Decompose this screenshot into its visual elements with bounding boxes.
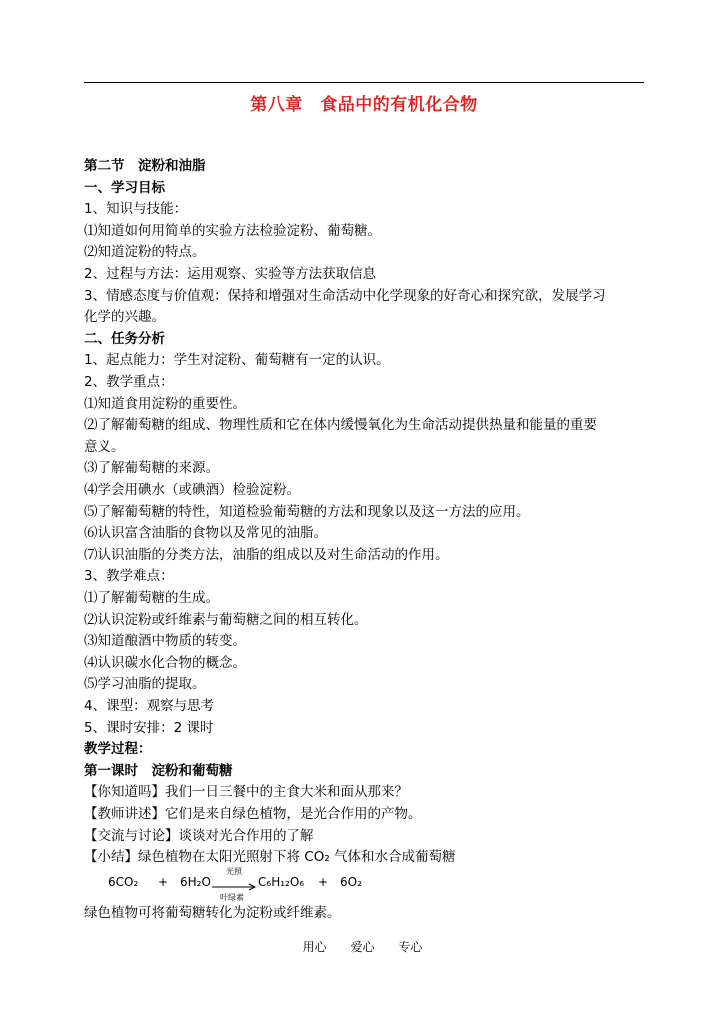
paragraph-line: 【教师讲述】它们是来自绿色植物，是光合作用的产物。 <box>84 806 422 822</box>
plus-sign: + <box>318 875 329 889</box>
section-heading: 第一课时 淀粉和葡萄糖 <box>84 762 233 779</box>
paragraph-line: ⑵了解葡萄糖的组成、物理性质和它在体内缓慢氧化为生命活动提供热量和能量的重要 <box>84 417 597 434</box>
condition-chlorophyll: 叶绿素 <box>220 893 244 902</box>
reaction-arrow-icon <box>212 883 256 891</box>
paragraph-line: 化学的兴趣。 <box>84 309 165 326</box>
footer-item: 爱心 <box>350 940 375 954</box>
paragraph-line: 2、过程与方法：运用观察、实验等方法获取信息 <box>84 266 377 282</box>
plus-sign: + <box>158 875 169 889</box>
paragraph-line: 3、情感态度与价值观：保持和增强对生命活动中化学现象的好奇心和探究欲，发展学习 <box>84 287 606 304</box>
paragraph-line: ⑵知道淀粉的特点。 <box>84 244 206 261</box>
section-heading: 二、任务分析 <box>84 330 165 347</box>
product-o2: 6O₂ <box>340 875 362 889</box>
paragraph-line: ⑵认识淀粉或纤维素与葡萄糖之间的相互转化。 <box>84 611 368 628</box>
paragraph-line: 1、知识与技能： <box>84 201 188 218</box>
paragraph-line: 3、教学难点： <box>84 568 174 585</box>
paragraph-line: ⑸学习油脂的提取。 <box>84 676 206 693</box>
paragraph-line: ⑶了解葡萄糖的来源。 <box>84 460 219 477</box>
section-heading: 教学过程： <box>84 741 152 758</box>
paragraph-line: ⑷认识碳水化合物的概念。 <box>84 654 246 671</box>
product-glucose: C₆H₁₂O₆ <box>258 875 305 889</box>
footer-item: 专心 <box>398 940 423 954</box>
paragraph-line: ⑹认识富含油脂的食物以及常见的油脂。 <box>84 525 327 542</box>
paragraph-line: 【交流与讨论】谈谈对光合作用的了解 <box>84 827 314 844</box>
paragraph-line: ⑺认识油脂的分类方法，油脂的组成以及对生命活动的作用。 <box>84 546 449 563</box>
paragraph-line: 【你知道吗】我们一日三餐中的主食大米和面从那来？ <box>84 784 408 801</box>
paragraph-line: 5、课时安排：2 课时 <box>84 719 214 736</box>
footer <box>0 938 725 955</box>
chapter-title: 第八章 食品中的有机化合物 <box>250 95 478 115</box>
paragraph-line: 意义。 <box>84 438 125 455</box>
paragraph-line: 1、起点能力：学生对淀粉、葡萄糖有一定的认识。 <box>84 352 390 369</box>
paragraph-line: ⑷学会用碘水（或碘酒）检验淀粉。 <box>84 482 300 498</box>
paragraph-line: 4、课型：观察与思考 <box>84 698 215 714</box>
paragraph-line: 【小结】绿色植物在太阳光照射下将 CO₂ 气体和水合成葡萄糖 <box>84 849 456 866</box>
reactant-co2: 6CO₂ <box>108 875 139 889</box>
paragraph-line: ⑶知道酿酒中物质的转变。 <box>84 633 246 650</box>
section-heading: 第二节 淀粉和油脂 <box>84 158 206 174</box>
photosynthesis-equation <box>108 866 488 906</box>
section-heading: 一、学习目标 <box>84 179 165 196</box>
condition-light: 光照 <box>226 867 242 876</box>
reactant-h2o: 6H₂O <box>180 875 211 889</box>
paragraph-line: 2、教学重点： <box>84 374 174 390</box>
paragraph-line: ⑴了解葡萄糖的生成。 <box>84 590 219 606</box>
footer-item: 用心 <box>302 940 327 954</box>
header-rule <box>84 82 644 83</box>
paragraph-line: ⑴知道如何用简单的实验方法检验淀粉、葡萄糖。 <box>84 222 381 239</box>
paragraph-line: ⑸了解葡萄糖的特性，知道检验葡萄糖的方法和现象以及这一方法的应用。 <box>84 503 530 520</box>
paragraph-line: 绿色植物可将葡萄糖转化为淀粉或纤维素。 <box>84 905 341 921</box>
paragraph-line: ⑴知道食用淀粉的重要性。 <box>84 395 246 412</box>
